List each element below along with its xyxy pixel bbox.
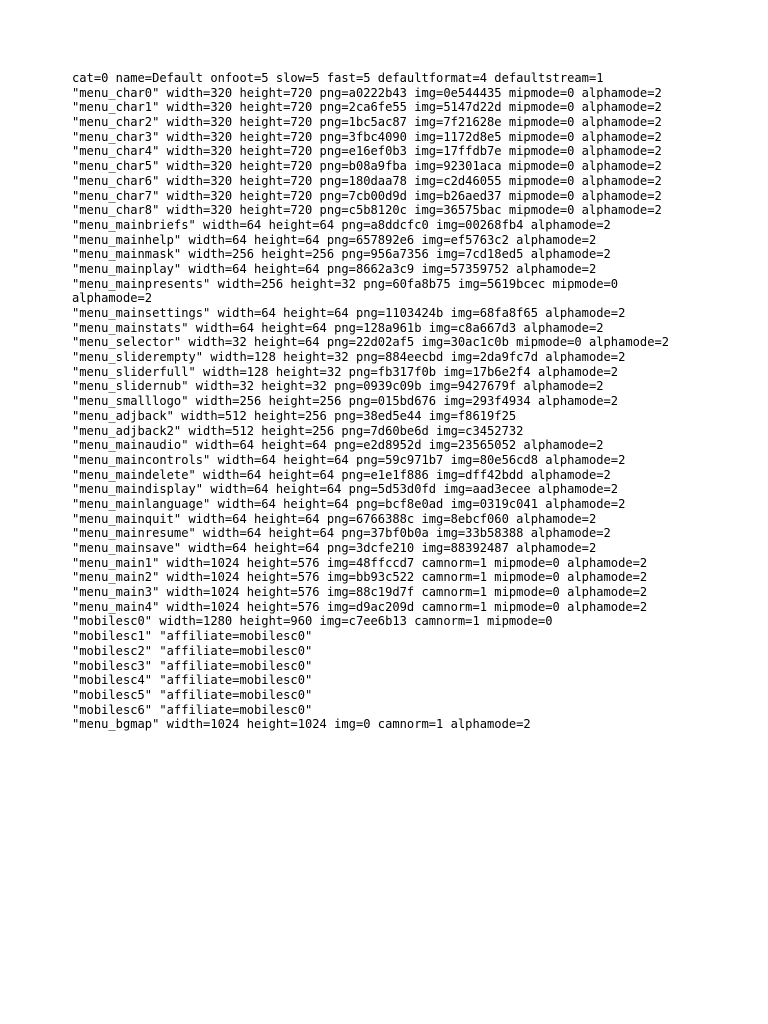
- text-line: "menu_mainbriefs" width=64 height=64 png=a8ddcfc0 img=00268fb4 alphamode=2: [72, 217, 611, 232]
- text-line: "menu_selector" width=32 height=64 png=22d02af5 img=30ac1c0b mipmode=0 alphamode=2: [72, 335, 670, 350]
- text-line: cat=0 name=Default onfoot=5 slow=5 fast=5 defaultformat=4 defaultstream=1: [72, 71, 604, 85]
- text-line: "menu_char1" width=320 height=720 png=2ca6fe55 img=5147d22d mipmode=0 alphamode=2: [72, 100, 662, 115]
- text-line: "mobilesc5" "affiliate=mobilesc0": [72, 687, 313, 702]
- text-line: "mobilesc4" "affiliate=mobilesc0": [72, 673, 313, 688]
- text-line: "menu_char8" width=320 height=720 png=c5b8120c img=36575bac mipmode=0 alphamode=2: [72, 203, 662, 218]
- text-line: "mobilesc1" "affiliate=mobilesc0": [72, 629, 313, 644]
- text-line: "menu_char2" width=320 height=720 png=1bc5ac87 img=7f21628e mipmode=0 alphamode=2: [72, 115, 662, 130]
- text-line: "menu_mainaudio" width=64 height=64 png=e2d8952d img=23565052 alphamode=2: [72, 438, 604, 453]
- text-line: "menu_mainquit" width=64 height=64 png=6766388c img=8ebcf060 alphamode=2: [72, 511, 597, 526]
- text-line: "menu_main2" width=1024 height=576 img=bb93c522 camnorm=1 mipmode=0 alphamode=2: [72, 570, 648, 585]
- text-line: "menu_main3" width=1024 height=576 img=88c19d7f camnorm=1 mipmode=0 alphamode=2: [72, 585, 648, 600]
- text-line: "menu_char4" width=320 height=720 png=e16ef0b3 img=17ffdb7e mipmode=0 alphamode=2: [72, 144, 662, 159]
- text-line: "menu_main1" width=1024 height=576 img=48ffccd7 camnorm=1 mipmode=0 alphamode=2: [72, 555, 648, 570]
- text-line: "menu_sliderfull" width=128 height=32 png=fb317f0b img=17b6e2f4 alphamode=2: [72, 364, 619, 379]
- text-line: "menu_mainhelp" width=64 height=64 png=657892e6 img=ef5763c2 alphamode=2: [72, 232, 597, 247]
- text-line: "menu_mainmask" width=256 height=256 png=956a7356 img=7cd18ed5 alphamode=2: [72, 247, 611, 262]
- text-line: "menu_smalllogo" width=256 height=256 png=015bd676 img=293f4934 alphamode=2: [72, 394, 619, 409]
- text-line: "menu_char6" width=320 height=720 png=180daa78 img=c2d46055 mipmode=0 alphamode=2: [72, 173, 662, 188]
- text-line: "menu_char7" width=320 height=720 png=7cb00d9d img=b26aed37 mipmode=0 alphamode=2: [72, 188, 662, 203]
- text-line: "menu_mainpresents" width=256 height=32 png=60fa8b75 img=5619bcec mipmode=0: [72, 276, 619, 291]
- text-line: "menu_bgmap" width=1024 height=1024 img=0 camnorm=1 alphamode=2: [72, 717, 531, 732]
- text-line: alphamode=2: [72, 291, 153, 306]
- text-line: "mobilesc0" width=1280 height=960 img=c7ee6b13 camnorm=1 mipmode=0: [72, 614, 553, 629]
- text-line: "menu_mainplay" width=64 height=64 png=8662a3c9 img=57359752 alphamode=2: [72, 261, 597, 276]
- text-line: "menu_mainstats" width=64 height=64 png=128a961b img=c8a667d3 alphamode=2: [72, 320, 604, 335]
- text-line: "menu_mainsave" width=64 height=64 png=3dcfe210 img=88392487 alphamode=2: [72, 541, 597, 555]
- text-line: "menu_char0" width=320 height=720 png=a0222b43 img=0e544435 mipmode=0 alphamode=2: [72, 85, 662, 100]
- text-line: "menu_mainlanguage" width=64 height=64 png=bcf8e0ad img=0319c041 alphamode=2: [72, 496, 626, 511]
- text-line: "mobilesc2" "affiliate=mobilesc0": [72, 643, 313, 658]
- text-line: "menu_adjback2" width=512 height=256 png=7d60be6d img=c3452732: [72, 423, 524, 438]
- text-line: "menu_char5" width=320 height=720 png=b08a9fba img=92301aca mipmode=0 alphamode=2: [72, 159, 662, 174]
- text-line: "menu_sliderempty" width=128 height=32 png=884eecbd img=2da9fc7d alphamode=2: [72, 350, 626, 365]
- text-line: "mobilesc3" "affiliate=mobilesc0": [72, 658, 313, 673]
- text-line: "menu_mainresume" width=64 height=64 png=37bf0b0a img=33b58388 alphamode=2: [72, 526, 611, 541]
- text-line: "menu_maincontrols" width=64 height=64 png=59c971b7 img=80e56cd8 alphamode=2: [72, 452, 626, 467]
- document-body: [72, 71, 722, 732]
- text-line: "menu_char3" width=320 height=720 png=3fbc4090 img=1172d8e5 mipmode=0 alphamode=2: [72, 129, 662, 144]
- text-line: "menu_maindisplay" width=64 height=64 png=5d53d0fd img=aad3ecee alphamode=2: [72, 482, 619, 497]
- text-line: "mobilesc6" "affiliate=mobilesc0": [72, 702, 313, 717]
- text-line: "menu_slidernub" width=32 height=32 png=0939c09b img=9427679f alphamode=2: [72, 379, 604, 394]
- text-line: "menu_maindelete" width=64 height=64 png=e1e1f886 img=dff42bdd alphamode=2: [72, 467, 611, 482]
- text-line: "menu_main4" width=1024 height=576 img=d9ac209d camnorm=1 mipmode=0 alphamode=2: [72, 599, 648, 614]
- text-line: "menu_adjback" width=512 height=256 png=38ed5e44 img=f8619f25: [72, 408, 517, 423]
- text-line: "menu_mainsettings" width=64 height=64 png=1103424b img=68fa8f65 alphamode=2: [72, 306, 626, 320]
